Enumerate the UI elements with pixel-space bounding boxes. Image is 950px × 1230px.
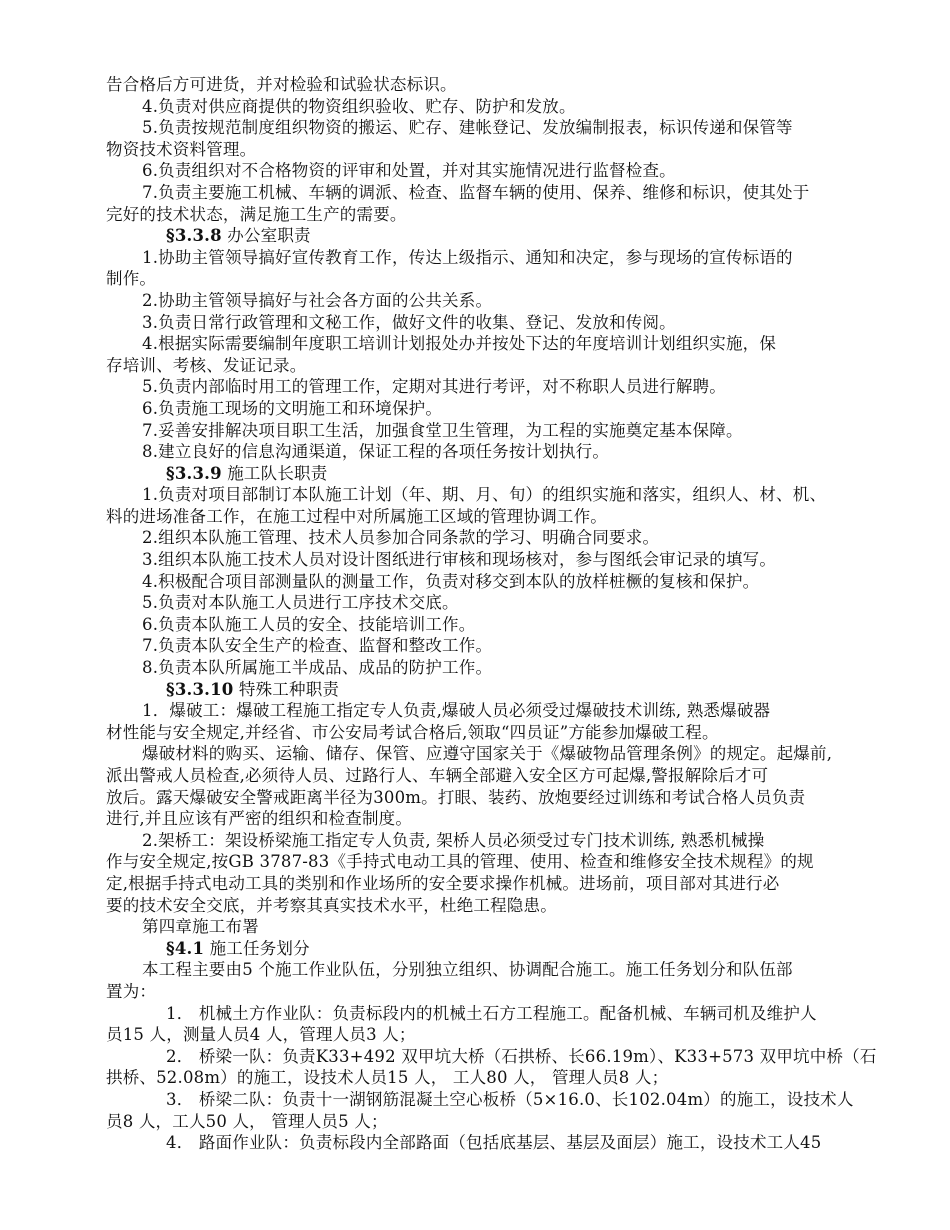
paragraph-start: 7.负责主要施工机械、车辆的调派、检查、监督车辆的使用、保养、维修和标识，使其处于: [142, 182, 810, 202]
paragraph-start: 5.负责按规范制度组织物资的搬运、贮存、建帐登记、发放编制报表，标识传递和保管等: [142, 118, 793, 138]
paragraph-start: 6.负责施工现场的文明施工和环境保护。: [142, 398, 443, 418]
section-number: §3.3.10: [166, 679, 234, 699]
paragraph-start: 7.妥善安排解决项目职工生活，加强食堂卫生管理，为工程的实施奠定基本保障。: [142, 420, 743, 440]
paragraph-start: 5.负责内部临时用工的管理工作，定期对其进行考评，对不称职人员进行解聘。: [142, 377, 726, 397]
section-number: §4.1: [166, 938, 205, 958]
section-title: 办公室职责: [227, 226, 311, 246]
paragraph-start: 7.负责本队安全生产的检查、监督和整改工作。: [142, 636, 493, 656]
section-title: 特殊工种职责: [238, 679, 340, 699]
paragraph-start: 6.负责本队施工人员的安全、技能培训工作。: [142, 614, 476, 634]
paragraph-start: 4． 路面作业队：负责标段内全部路面（包括底基层、基层及面层）施工，设技术工人45: [166, 1133, 822, 1153]
text-line: 拱桥、52.08m）的施工，设技术人员15 人， 工人80 人， 管理人员8 人；: [106, 1068, 669, 1088]
section-heading: [106, 938, 878, 960]
text-line: 派出警戒人员检查,必须待人员、过路行人、车辆全部避入安全区方可起爆,警报解除后才可: [106, 766, 769, 785]
paragraph-start: 3． 桥梁二队：负责十一湖钢筋混凝土空心板桥（5×16.0、长102.04m）的施工，设技术人: [166, 1089, 854, 1109]
text-line: 料的进场准备工作，在施工过程中对所属施工区域的管理协调工作。: [106, 506, 607, 526]
paragraph-start: 2． 桥梁一队：负责K33+492 双甲坑大桥（石拱桥、长66.19m）、K33+573 双甲坑中桥（石: [166, 1046, 877, 1066]
section-number: §3.3.9: [166, 463, 222, 483]
paragraph-start: 1． 机械土方作业队：负责标段内的机械土石方工程施工。配备机械、车辆司机及维护人: [166, 1003, 817, 1023]
paragraph-start: 2.协助主管领导搞好与社会各方面的公共关系。: [142, 290, 493, 310]
text-line: 员15 人，测量人员4 人，管理人员3 人；: [106, 1025, 416, 1045]
paragraph-start: 本工程主要由5 个施工作业队伍，分别独立组织、协调配合施工。施工任务划分和队伍部: [142, 960, 793, 980]
document-body: [106, 74, 878, 1154]
text-line: 存培训、考核、发证记录。: [106, 355, 307, 375]
section-heading: [106, 225, 878, 247]
text-line: 物资技术资料管理。: [106, 139, 257, 159]
text-line: 作与安全规定,按GB 3787-83《手持式电动工具的管理、使用、检查和维修安全技术规程》的规: [106, 852, 814, 872]
section-title: 施工任务划分: [209, 938, 310, 958]
section-number: §3.3.8: [166, 226, 222, 246]
section-heading: [106, 679, 878, 701]
paragraph-start: 4.根据实际需要编制年度职工培训计划报处办并按处下达的年度培训计划组织实施，保: [142, 334, 777, 354]
section-title: 施工队长职责: [227, 463, 328, 483]
paragraph-start: 1.负责对项目部制订本队施工计划（年、期、月、旬）的组织实施和落实，组织人、材、机、: [142, 485, 827, 505]
text-line: 材性能与安全规定,并经省、市公安局考试合格后,领取“四员证”方能参加爆破工程。: [106, 722, 719, 742]
paragraph-start: 爆破材料的购买、运输、储存、保管、应遵守国家关于《爆破物品管理条例》的规定。起爆前,: [142, 744, 833, 764]
text-line: 告合格后方可进货，并对检验和试验状态标识。: [106, 75, 457, 94]
paragraph-start: 1．爆破工：爆破工程施工指定专人负责,爆破人员必须受过爆破技术训练, 熟悉爆破器: [142, 701, 771, 721]
text-line: 进行,并且应该有严密的组织和检查制度。: [106, 809, 413, 829]
paragraph-start: 5.负责对本队施工人员进行工序技术交底。: [142, 593, 459, 613]
text-line: 完好的技术状态，满足施工生产的需要。: [106, 204, 407, 224]
paragraph-start: 1.协助主管领导搞好宣传教育工作，传达上级指示、通知和决定，参与现场的宣传标语的: [142, 247, 793, 267]
paragraph-start: 8.建立良好的信息沟通渠道，保证工程的各项任务按计划执行。: [142, 442, 610, 462]
paragraph-start: 第四章施工布署: [142, 917, 259, 937]
paragraph-start: 8.负责本队所属施工半成品、成品的防护工作。: [142, 658, 493, 678]
text-line: 定,根据手持式电动工具的类别和作业场所的安全要求操作机械。进场前，项目部对其进行必: [106, 873, 780, 893]
text-line: 放后。露天爆破安全警戒距离半径为300m。打眼、装药、放炮要经过训练和考试合格人员负责: [106, 787, 806, 807]
paragraph-start: 2.架桥工：架设桥梁施工指定专人负责, 架桥人员必须受过专门技术训练, 熟悉机械操: [142, 830, 765, 850]
paragraph-start: 4.负责对供应商提供的物资组织验收、贮存、防护和发放。: [142, 96, 576, 116]
paragraph-start: 3.组织本队施工技术人员对设计图纸进行审核和现场核对，参与图纸会审记录的填写。: [142, 550, 777, 570]
text-line: 员8 人，工人50 人， 管理人员5 人；: [106, 1111, 388, 1131]
section-heading: [106, 463, 878, 485]
paragraph-start: 3.负责日常行政管理和文秘工作，做好文件的收集、登记、发放和传阅。: [142, 312, 676, 332]
text-line: 置为：: [106, 981, 157, 1001]
text-line: 制作。: [106, 269, 157, 289]
paragraph-start: 4.积极配合项目部测量队的测量工作，负责对移交到本队的放样桩橛的复核和保护。: [142, 571, 760, 591]
paragraph-start: 2.组织本队施工管理、技术人员参加合同条款的学习、明确合同要求。: [142, 528, 660, 548]
text-line: 要的技术安全交底，并考察其真实技术水平，杜绝工程隐患。: [106, 895, 557, 915]
paragraph-start: 6.负责组织对不合格物资的评审和处置，并对其实施情况进行监督检查。: [142, 161, 676, 181]
